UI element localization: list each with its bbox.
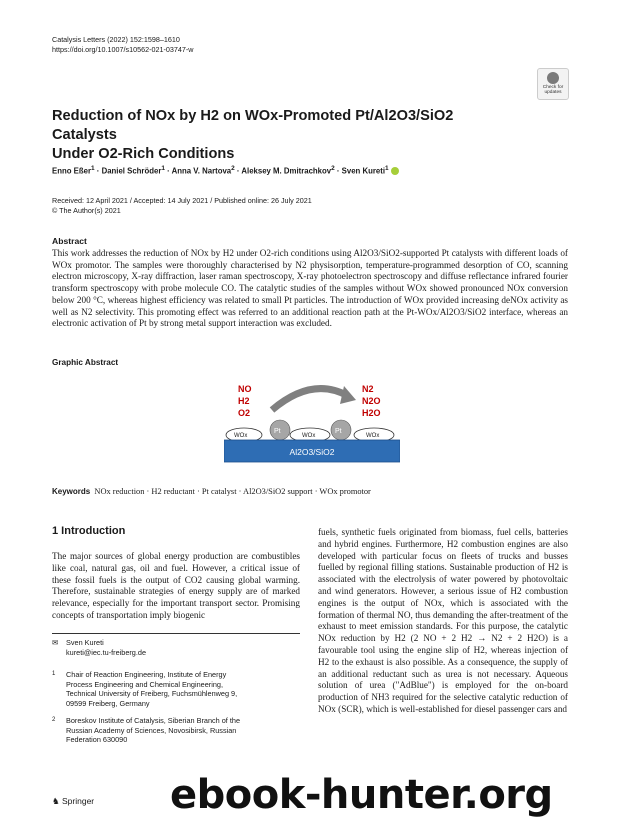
graphic-abstract-figure bbox=[224, 378, 400, 470]
affiliation-1 bbox=[52, 670, 242, 708]
intro-paragraph: The major sources of global energy production are combustibles like coal, natural gas, oil and fuel. However, a critical issue of these fossil fuels is the output of CO2 causing global warming. Therefore, sustainable strategies of energy supply are of marked relevance, especially for the important transport sector. Promising concepts of transportation imply biogenic bbox=[52, 551, 300, 620]
wox-label: WOx bbox=[234, 433, 248, 439]
wox-label: WOx bbox=[366, 433, 380, 439]
author[interactable]: Anna V. Nartova bbox=[171, 166, 232, 176]
check-for-updates-badge[interactable] bbox=[537, 68, 569, 100]
corresponding-author bbox=[52, 638, 300, 657]
intro-column-right bbox=[318, 527, 568, 716]
corresponding-name: Sven Kureti bbox=[66, 638, 104, 647]
affiliation-text: Boreskov Institute of Catalysis, Siberian Branch of the Russian Academy of Sciences, Novosibirsk, Russian Federation 630090 bbox=[66, 716, 240, 745]
wox-label: WOx bbox=[302, 433, 316, 439]
keywords-text: NOx reduction · H2 reductant · Pt catalyst · Al2O3/SiO2 support · WOx promotor bbox=[94, 487, 371, 496]
corresponding-email[interactable]: kureti@iec.tu-freiberg.de bbox=[66, 647, 147, 657]
product-n2: N2 bbox=[362, 384, 374, 394]
affiliation-2 bbox=[52, 716, 242, 745]
doi-link[interactable]: https://doi.org/10.1007/s10562-021-03747-w bbox=[52, 45, 194, 54]
springer-horse-icon: ♞ bbox=[52, 796, 60, 806]
journal-citation: Catalysis Letters (2022) 152:1598–1610 bbox=[52, 35, 180, 44]
footnote-divider bbox=[52, 633, 300, 634]
journal-header bbox=[52, 35, 193, 55]
reactant-o2: O2 bbox=[238, 408, 251, 418]
pt-label: Pt bbox=[335, 428, 342, 435]
publisher-logo bbox=[52, 796, 94, 807]
check-updates-label: Check for updates bbox=[542, 85, 564, 96]
intro-column-left bbox=[52, 551, 300, 622]
title-line-1: Reduction of NOx by H2 on WOx-Promoted Pt/Al2O3/SiO2 Catalysts bbox=[52, 108, 454, 143]
watermark: ebook-hunter.org bbox=[170, 772, 553, 818]
reactant-no: NO bbox=[238, 384, 252, 394]
copyright: © The Author(s) 2021 bbox=[52, 206, 121, 215]
title-line-2: Under O2-Rich Conditions bbox=[52, 146, 235, 162]
history-dates: Received: 12 April 2021 / Accepted: 14 July 2021 / Published online: 26 July 2021 bbox=[52, 196, 312, 205]
keywords-label: Keywords bbox=[52, 487, 91, 496]
reaction-arrowhead bbox=[340, 386, 356, 404]
section-heading: 1 Introduction bbox=[52, 525, 126, 537]
orcid-icon[interactable] bbox=[391, 167, 399, 175]
paper-title bbox=[52, 107, 502, 164]
affiliation-text: Chair of Reaction Engineering, Institute of Energy Process Engineering and Chemical Engineering, Technical University of Freiberg, Fuchsmühlenweg 9, 09599 Freiberg, Germany bbox=[66, 670, 238, 708]
publisher-name: Springer bbox=[62, 796, 95, 806]
pt-label: Pt bbox=[274, 428, 281, 435]
product-h2o: H2O bbox=[362, 408, 381, 418]
mail-icon: ✉ bbox=[52, 638, 59, 647]
reactant-h2: H2 bbox=[238, 396, 250, 406]
keywords bbox=[52, 487, 568, 496]
author-list: Enno Eßer$^1$ · Daniel Schröder$^1$ · Anna V. Nartova$^2$ · Aleksey M. Dmitrachkov$^2$ · Sven Kureti$^1$ bbox=[52, 165, 399, 176]
abstract-text: This work addresses the reduction of NOx by H2 under O2-rich conditions using Al2O3/SiO2-supported Pt catalysts with different loads of WOx promotor. The samples were thoroughly characterised by N2 physisorption, temperature-programmed desorption of CO, scanning electron microscopy, X-ray diffraction, laser raman spectroscopy, X-ray photoelectron spectroscopy and diffuse reflectance infrared fourier transform spectroscopy with probe molecule CO. The catalytic studies of the samples without WOx showed pronounced NOx conversion below 200 °C, whereas highest efficiency was related to small Pt particles. The introduction of WOx provided increasing deNOx activity as well as N2 selectivity. This promoting effect was referred to an additional reaction path at the Pt-WOx/Al2O3/SiO2 interface, whereas an electronic activation of Pt by strong metal support interaction was excluded. bbox=[52, 248, 568, 329]
publication-dates bbox=[52, 196, 312, 216]
author[interactable]: Aleksey M. Dmitrachkov bbox=[241, 166, 332, 176]
intro-paragraph: fuels, synthetic fuels originated from biomass, fuel cells, batteries and hybrid engines. Furthermore, H2 combustion engines are also developed with particular focus on fleets of trucks and busses fuelled by regional filling stations. Sustainable production of H2 is associated with the electrolysis of water powered by photovoltaic and wind generators. However, a serious issue of H2 combustion engines is the output of NOx, which is associated with the formation of thermal NO, thus demanding the after-treatment of the exhaust to meet emission standards. For this purpose, the catalytic NOx reduction by H2 (2 NO + 2 H2 → N2 + 2 H2O) is a favourable tool using the engine slip of H2, whereas injection of H2 to the exhaust is also possible. As a consequence, the supply of an additional reductant such as urea is not necessary. Aqueous solution of urea ("AdBlue") is employed for the on-board production of NH3 required for the selective catalytic reduction of NOx (SCR), which is well-established for diesel passenger cars and bbox=[318, 527, 568, 714]
reaction-arrow bbox=[272, 389, 348, 410]
support-label: Al2O3/SiO2 bbox=[289, 447, 335, 457]
author[interactable]: Daniel Schröder bbox=[101, 166, 162, 176]
author[interactable]: Sven Kureti bbox=[341, 166, 386, 176]
affiliation-number: 1 bbox=[52, 671, 56, 677]
author[interactable]: Enno Eßer bbox=[52, 166, 91, 176]
product-n2o: N2O bbox=[362, 396, 381, 406]
graphic-abstract-heading: Graphic Abstract bbox=[52, 358, 119, 367]
updates-icon bbox=[547, 72, 559, 84]
abstract-heading: Abstract bbox=[52, 236, 87, 246]
affiliation-number: 2 bbox=[52, 717, 56, 723]
